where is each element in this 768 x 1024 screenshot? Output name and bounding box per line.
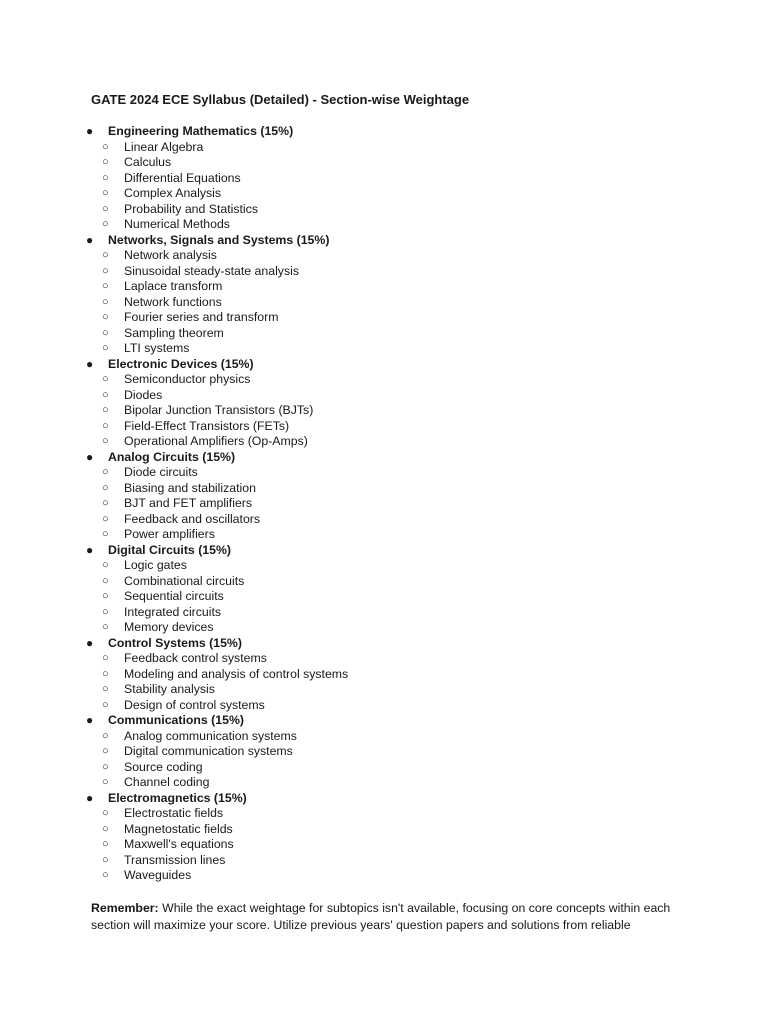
- hollow-bullet-icon: ○: [102, 559, 109, 571]
- topic-label: Network functions: [124, 294, 222, 309]
- topic-item: [0, 667, 768, 683]
- topic-item: [0, 341, 768, 357]
- hollow-bullet-icon: ○: [102, 218, 109, 230]
- topic-label: Power amplifiers: [124, 527, 215, 541]
- hollow-bullet-icon: ○: [102, 481, 109, 494]
- hollow-bullet-icon: ○: [102, 683, 109, 695]
- section-item: [0, 713, 768, 729]
- topic-label: Feedback and oscillators: [124, 511, 261, 526]
- topic-item: [0, 527, 768, 543]
- hollow-bullet-icon: ○: [102, 295, 109, 308]
- hollow-bullet-icon: ○: [102, 202, 109, 215]
- topic-item: [0, 481, 768, 497]
- topic-label: Logic gates: [124, 558, 187, 572]
- section-item: [0, 124, 768, 140]
- topic-item: [0, 822, 768, 838]
- topic-item: [0, 775, 768, 791]
- topic-label: Differential Equations: [124, 170, 241, 185]
- hollow-bullet-icon: ○: [102, 667, 109, 680]
- filled-bullet-icon: ●: [86, 124, 94, 138]
- topic-item: [0, 605, 768, 621]
- topic-item: [0, 388, 768, 404]
- hollow-bullet-icon: ○: [102, 326, 109, 339]
- topic-label: Channel coding: [124, 775, 210, 789]
- topic-label: Modeling and analysis of control systems: [124, 666, 349, 681]
- hollow-bullet-icon: ○: [102, 512, 109, 525]
- note-lead: Remember:: [91, 901, 159, 915]
- document-title: GATE 2024 ECE Syllabus (Detailed) - Section-wise Weightage: [91, 92, 470, 107]
- topic-label: Digital communication systems: [124, 744, 293, 758]
- hollow-bullet-icon: ○: [102, 435, 109, 447]
- hollow-bullet-icon: ○: [102, 698, 109, 711]
- section-label: Engineering Mathematics (15%): [108, 124, 294, 138]
- section-label: Control Systems (15%): [108, 635, 242, 650]
- topic-item: [0, 512, 768, 528]
- filled-bullet-icon: ●: [86, 635, 94, 650]
- section-item: [0, 791, 768, 807]
- topic-item: [0, 853, 768, 869]
- topic-label: Sinusoidal steady-state analysis: [124, 263, 299, 278]
- topic-label: Diode circuits: [124, 465, 198, 479]
- hollow-bullet-icon: ○: [102, 311, 109, 323]
- section-label: Communications (15%): [108, 713, 244, 727]
- hollow-bullet-icon: ○: [102, 249, 109, 261]
- hollow-bullet-icon: ○: [102, 838, 109, 850]
- topic-item: [0, 264, 768, 280]
- topic-item: [0, 806, 768, 822]
- hollow-bullet-icon: ○: [102, 466, 109, 478]
- topic-item: [0, 589, 768, 605]
- topic-label: Network analysis: [124, 248, 217, 262]
- section-item: [0, 543, 768, 559]
- hollow-bullet-icon: ○: [102, 776, 109, 788]
- filled-bullet-icon: ●: [86, 790, 94, 805]
- hollow-bullet-icon: ○: [102, 171, 109, 184]
- topic-label: Design of control systems: [124, 697, 265, 712]
- filled-bullet-icon: ●: [86, 542, 94, 557]
- topic-item: [0, 698, 768, 714]
- topic-label: Maxwell's equations: [124, 837, 234, 851]
- hollow-bullet-icon: ○: [102, 342, 109, 354]
- topic-item: [0, 217, 768, 233]
- topic-label: Feedback control systems: [124, 651, 267, 665]
- section-item: [0, 233, 768, 249]
- hollow-bullet-icon: ○: [102, 729, 109, 742]
- topic-item: [0, 140, 768, 156]
- filled-bullet-icon: ●: [86, 356, 94, 371]
- filled-bullet-icon: ●: [86, 449, 94, 464]
- note-text: While the exact weightage for subtopics isn't available, focusing on core concepts within each section will maximize your score. Utilize previous years' question papers and solutions from reliable: [91, 901, 671, 932]
- topic-item: [0, 558, 768, 574]
- section-label: Electronic Devices (15%): [108, 356, 254, 371]
- topic-label: Biasing and stabilization: [124, 480, 256, 495]
- topic-label: Stability analysis: [124, 682, 215, 696]
- topic-item: [0, 744, 768, 760]
- topic-item: [0, 279, 768, 295]
- topic-item: [0, 155, 768, 171]
- hollow-bullet-icon: ○: [102, 807, 109, 819]
- topic-label: Field-Effect Transistors (FETs): [124, 418, 290, 433]
- topic-item: [0, 760, 768, 776]
- filled-bullet-icon: ●: [86, 232, 94, 247]
- topic-label: Calculus: [124, 155, 172, 169]
- topic-label: Fourier series and transform: [124, 310, 279, 324]
- topic-label: BJT and FET amplifiers: [124, 496, 253, 510]
- filled-bullet-icon: ●: [86, 713, 94, 727]
- hollow-bullet-icon: ○: [102, 745, 109, 757]
- topic-item: [0, 574, 768, 590]
- topic-label: Complex Analysis: [124, 186, 222, 200]
- section-label: Electromagnetics (15%): [108, 790, 247, 805]
- topic-item: [0, 186, 768, 202]
- hollow-bullet-icon: ○: [102, 574, 109, 587]
- topic-item: [0, 295, 768, 311]
- section-item: [0, 450, 768, 466]
- topic-label: Numerical Methods: [124, 217, 230, 231]
- hollow-bullet-icon: ○: [102, 652, 109, 664]
- section-item: [0, 357, 768, 373]
- topic-item: [0, 837, 768, 853]
- topic-item: [0, 310, 768, 326]
- topic-item: [0, 434, 768, 450]
- topic-label: Bipolar Junction Transistors (BJTs): [124, 403, 314, 417]
- topic-item: [0, 682, 768, 698]
- hollow-bullet-icon: ○: [102, 280, 109, 292]
- hollow-bullet-icon: ○: [102, 605, 109, 618]
- topic-label: LTI systems: [124, 341, 190, 355]
- topic-label: Combinational circuits: [124, 573, 245, 588]
- hollow-bullet-icon: ○: [102, 869, 109, 881]
- topic-item: [0, 496, 768, 512]
- hollow-bullet-icon: ○: [102, 404, 109, 416]
- topic-label: Magnetostatic fields: [124, 821, 233, 836]
- hollow-bullet-icon: ○: [102, 264, 109, 277]
- topic-label: Analog communication systems: [124, 728, 297, 743]
- topic-label: Linear Algebra: [124, 139, 204, 154]
- topic-label: Transmission lines: [124, 852, 226, 867]
- hollow-bullet-icon: ○: [102, 187, 109, 199]
- topic-item: [0, 729, 768, 745]
- hollow-bullet-icon: ○: [102, 373, 109, 385]
- section-label: Digital Circuits (15%): [108, 542, 231, 557]
- remember-note: [91, 900, 691, 934]
- section-item: [0, 636, 768, 652]
- topic-item: [0, 403, 768, 419]
- syllabus-list: [0, 124, 768, 884]
- topic-item: [0, 620, 768, 636]
- topic-label: Integrated circuits: [124, 604, 222, 619]
- topic-item: [0, 465, 768, 481]
- hollow-bullet-icon: ○: [102, 497, 109, 509]
- topic-label: Diodes: [124, 387, 163, 402]
- topic-label: Operational Amplifiers (Op-Amps): [124, 434, 308, 448]
- section-label: Networks, Signals and Systems (15%): [108, 232, 330, 247]
- topic-item: [0, 868, 768, 884]
- topic-label: Laplace transform: [124, 279, 223, 293]
- topic-item: [0, 202, 768, 218]
- topic-label: Electrostatic fields: [124, 806, 224, 820]
- hollow-bullet-icon: ○: [102, 388, 109, 401]
- topic-item: [0, 326, 768, 342]
- topic-item: [0, 248, 768, 264]
- topic-label: Probability and Statistics: [124, 201, 258, 216]
- hollow-bullet-icon: ○: [102, 760, 109, 773]
- topic-label: Waveguides: [124, 868, 192, 882]
- topic-item: [0, 651, 768, 667]
- topic-item: [0, 419, 768, 435]
- hollow-bullet-icon: ○: [102, 853, 109, 866]
- hollow-bullet-icon: ○: [102, 822, 109, 835]
- hollow-bullet-icon: ○: [102, 590, 109, 602]
- hollow-bullet-icon: ○: [102, 528, 109, 540]
- hollow-bullet-icon: ○: [102, 156, 109, 168]
- topic-label: Memory devices: [124, 620, 214, 634]
- topic-item: [0, 171, 768, 187]
- section-label: Analog Circuits (15%): [108, 449, 236, 464]
- hollow-bullet-icon: ○: [102, 419, 109, 432]
- topic-item: [0, 372, 768, 388]
- hollow-bullet-icon: ○: [102, 140, 109, 153]
- topic-label: Sequential circuits: [124, 589, 224, 603]
- topic-label: Sampling theorem: [124, 325, 224, 340]
- topic-label: Source coding: [124, 759, 203, 774]
- hollow-bullet-icon: ○: [102, 621, 109, 633]
- topic-label: Semiconductor physics: [124, 372, 251, 386]
